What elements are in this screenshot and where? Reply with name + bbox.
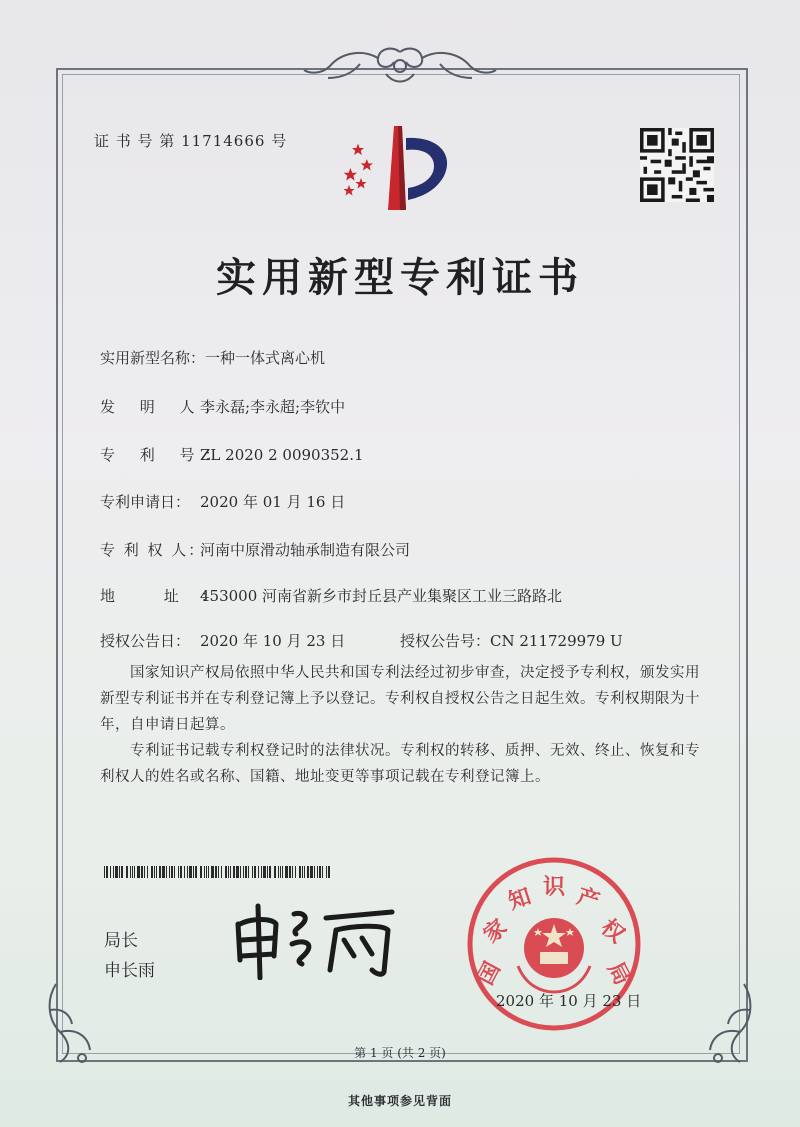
grant-number-row <box>400 630 623 651</box>
page-number: 第 1 页 (共 2 页) <box>354 1046 446 1060</box>
svg-text:局: 局 <box>602 958 635 990</box>
patent-number-row <box>100 444 364 465</box>
patentee-row <box>100 539 410 560</box>
patentee-label: 专 利 权 人： <box>100 541 206 559</box>
statement-paragraph-1: 国家知识产权局依照中华人民共和国专利法经过初步审查，决定授予专利权，颁发实用新型专利证书并在专利登记簿上予以登记。专利权自授权公告之日起生效。专利权期限为十年，自申请日起算。 <box>100 665 700 733</box>
filing-date-row <box>100 491 345 512</box>
svg-text:国: 国 <box>473 958 506 990</box>
grant-date-label: 授权公告日： <box>100 632 191 650</box>
grant-number-value: CN 211729979 U <box>490 632 623 650</box>
inventor-label: 发 明 人： <box>100 398 230 416</box>
utility-model-name-value: 一种一体式离心机 <box>205 349 326 367</box>
patent-number-value: ZL 2020 2 0090352.1 <box>200 446 364 464</box>
patentee-value: 河南中原滑动轴承制造有限公司 <box>200 541 411 559</box>
svg-text:知: 知 <box>505 884 535 915</box>
utility-model-name-label: 实用新型名称： <box>100 349 206 367</box>
back-note: 其他事项参见背面 <box>347 1094 452 1108</box>
certificate-number: 证 书 号 第 11714666 号 <box>94 132 288 150</box>
address-row <box>100 585 562 606</box>
cnipa-logo <box>336 126 460 222</box>
qr-code <box>640 128 714 202</box>
svg-text:家: 家 <box>479 914 513 949</box>
signatory-name: 申长雨 <box>104 961 155 981</box>
svg-text:权: 权 <box>595 914 629 949</box>
seal-date: 2020 年 10 月 23 日 <box>496 992 642 1010</box>
filing-date-value: 2020 年 01 月 16 日 <box>200 493 346 511</box>
address-value: 453000 河南省新乡市封丘县产业集聚区工业三路路北 <box>200 587 563 605</box>
certificate-title: 实用新型专利证书 <box>216 255 584 301</box>
inventor-value: 李永磊;李永超;李钦中 <box>200 398 346 416</box>
statement-paragraph-2: 专利证书记载专利权登记时的法律状况。专利权的转移、质押、无效、终止、恢复和专利权人的姓名或名称、国籍、地址变更等事项记载在专利登记簿上。 <box>100 743 700 785</box>
barcode <box>104 866 332 878</box>
grant-date-row <box>100 630 345 651</box>
handwritten-signature <box>232 900 402 980</box>
inventor-row <box>100 396 345 417</box>
filing-date-label: 专利申请日： <box>100 493 191 511</box>
svg-text:识: 识 <box>542 875 566 900</box>
signatory-title: 局长 <box>104 931 138 951</box>
svg-text:产: 产 <box>573 884 603 915</box>
top-dragon-ornament <box>300 44 500 88</box>
grant-date-value: 2020 年 10 月 23 日 <box>200 632 346 650</box>
utility-model-name-row <box>100 347 325 368</box>
patent-number-label: 专 利 号： <box>100 446 230 464</box>
grant-number-label: 授权公告号： <box>400 632 491 650</box>
address-label: 地 址： <box>100 587 238 605</box>
